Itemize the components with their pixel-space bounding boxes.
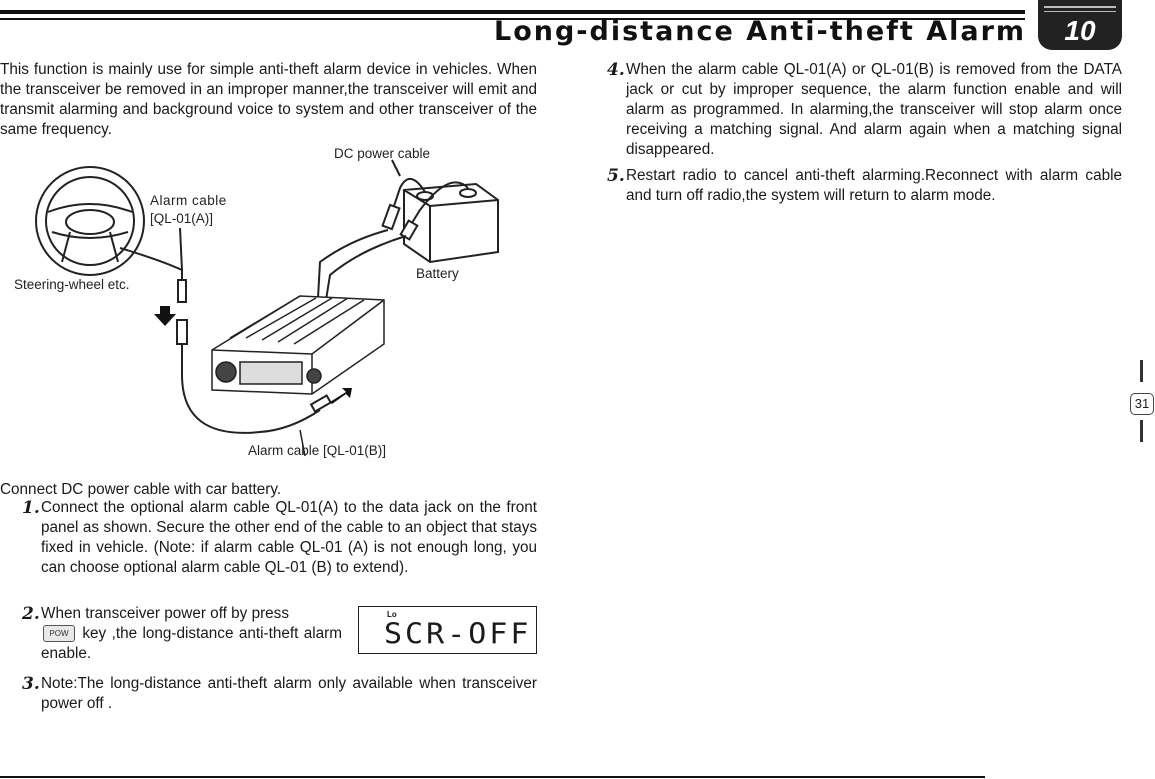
- step-text: Note:The long-distance anti-theft alarm only available when transceiver power off .: [41, 675, 537, 712]
- page-title: Long-distance Anti-theft Alarm: [494, 16, 1027, 47]
- page-number: 31: [1130, 393, 1154, 415]
- alarm-cable-a-model-label: [QL-01(A)]: [150, 211, 214, 226]
- step-number: 4.: [607, 60, 625, 80]
- step-number: 2.: [22, 604, 40, 624]
- connect-note: Connect DC power cable with car battery.: [0, 481, 282, 498]
- arrow-down-icon: [154, 306, 176, 326]
- footer-rule: [0, 776, 985, 778]
- step-5: [607, 166, 1122, 210]
- intro-paragraph: This function is mainly use for simple anti-theft alarm device in vehicles. When the transceiver be removed in an improper manner,the transceiver will emit and transmit alarming and background voice to system and other transceiver of the same frequency.: [0, 61, 537, 138]
- steering-wheel-label: Steering-wheel etc.: [14, 277, 130, 292]
- page-number-bar-top: [1140, 360, 1143, 382]
- dc-power-cable-label: DC power cable: [334, 146, 431, 161]
- lcd-display: [358, 606, 537, 654]
- step-text: Restart radio to cancel anti-theft alarming.Reconnect with alarm cable and turn off radio,the system will return to alarm mode.: [626, 167, 1122, 204]
- step-text: When the alarm cable QL-01(A) or QL-01(B) is removed from the DATA jack or cut by improper sequence, the alarm function enable and will alarm as programmed. In alarming,the transceiver will stop alarm once receiving a matching signal. And alarm again when a matching signal disappeared.: [626, 61, 1122, 158]
- step-text-a: When transceiver power off by press: [41, 605, 289, 622]
- step-1: [22, 498, 537, 598]
- alarm-cable-a-label: Alarm cable: [150, 193, 227, 208]
- step-3: [22, 674, 537, 718]
- steering-wheel-illustration: [36, 167, 144, 275]
- chapter-number: 10: [1064, 15, 1096, 46]
- installation-diagram: [0, 140, 540, 460]
- step-number: 5.: [607, 166, 625, 186]
- step-text-b: key ,the long-distance anti-theft alarm enable.: [41, 625, 342, 662]
- lcd-text: SCR-OFF: [384, 617, 532, 652]
- alarm-cable-b-label: Alarm cable [QL-01(B)]: [248, 443, 387, 458]
- step-number: 1.: [22, 498, 40, 518]
- header-rule-thick: [0, 10, 1025, 14]
- step-text: [41, 604, 342, 664]
- battery-illustration: [404, 184, 498, 262]
- arrow-connector-icon: [330, 388, 352, 404]
- chapter-tab: [1038, 0, 1122, 50]
- pow-key-icon: POW: [43, 625, 75, 642]
- transceiver-illustration: [212, 296, 384, 394]
- battery-label: Battery: [416, 266, 459, 281]
- page-number-bar-bottom: [1140, 420, 1143, 442]
- step-text: Connect the optional alarm cable QL-01(A) to the data jack on the front panel as shown. Secure the other end of the cable to an object that stays fixed in vehicle. (Note: if alarm cable QL-01 (A) is not enough long, you can choose optional alarm cable QL-01 (B) to extend).: [41, 499, 537, 576]
- step-2: [22, 604, 352, 668]
- step-number: 3.: [22, 674, 40, 694]
- lcd-lo-indicator: Lo: [387, 610, 397, 619]
- step-4: [607, 60, 1122, 164]
